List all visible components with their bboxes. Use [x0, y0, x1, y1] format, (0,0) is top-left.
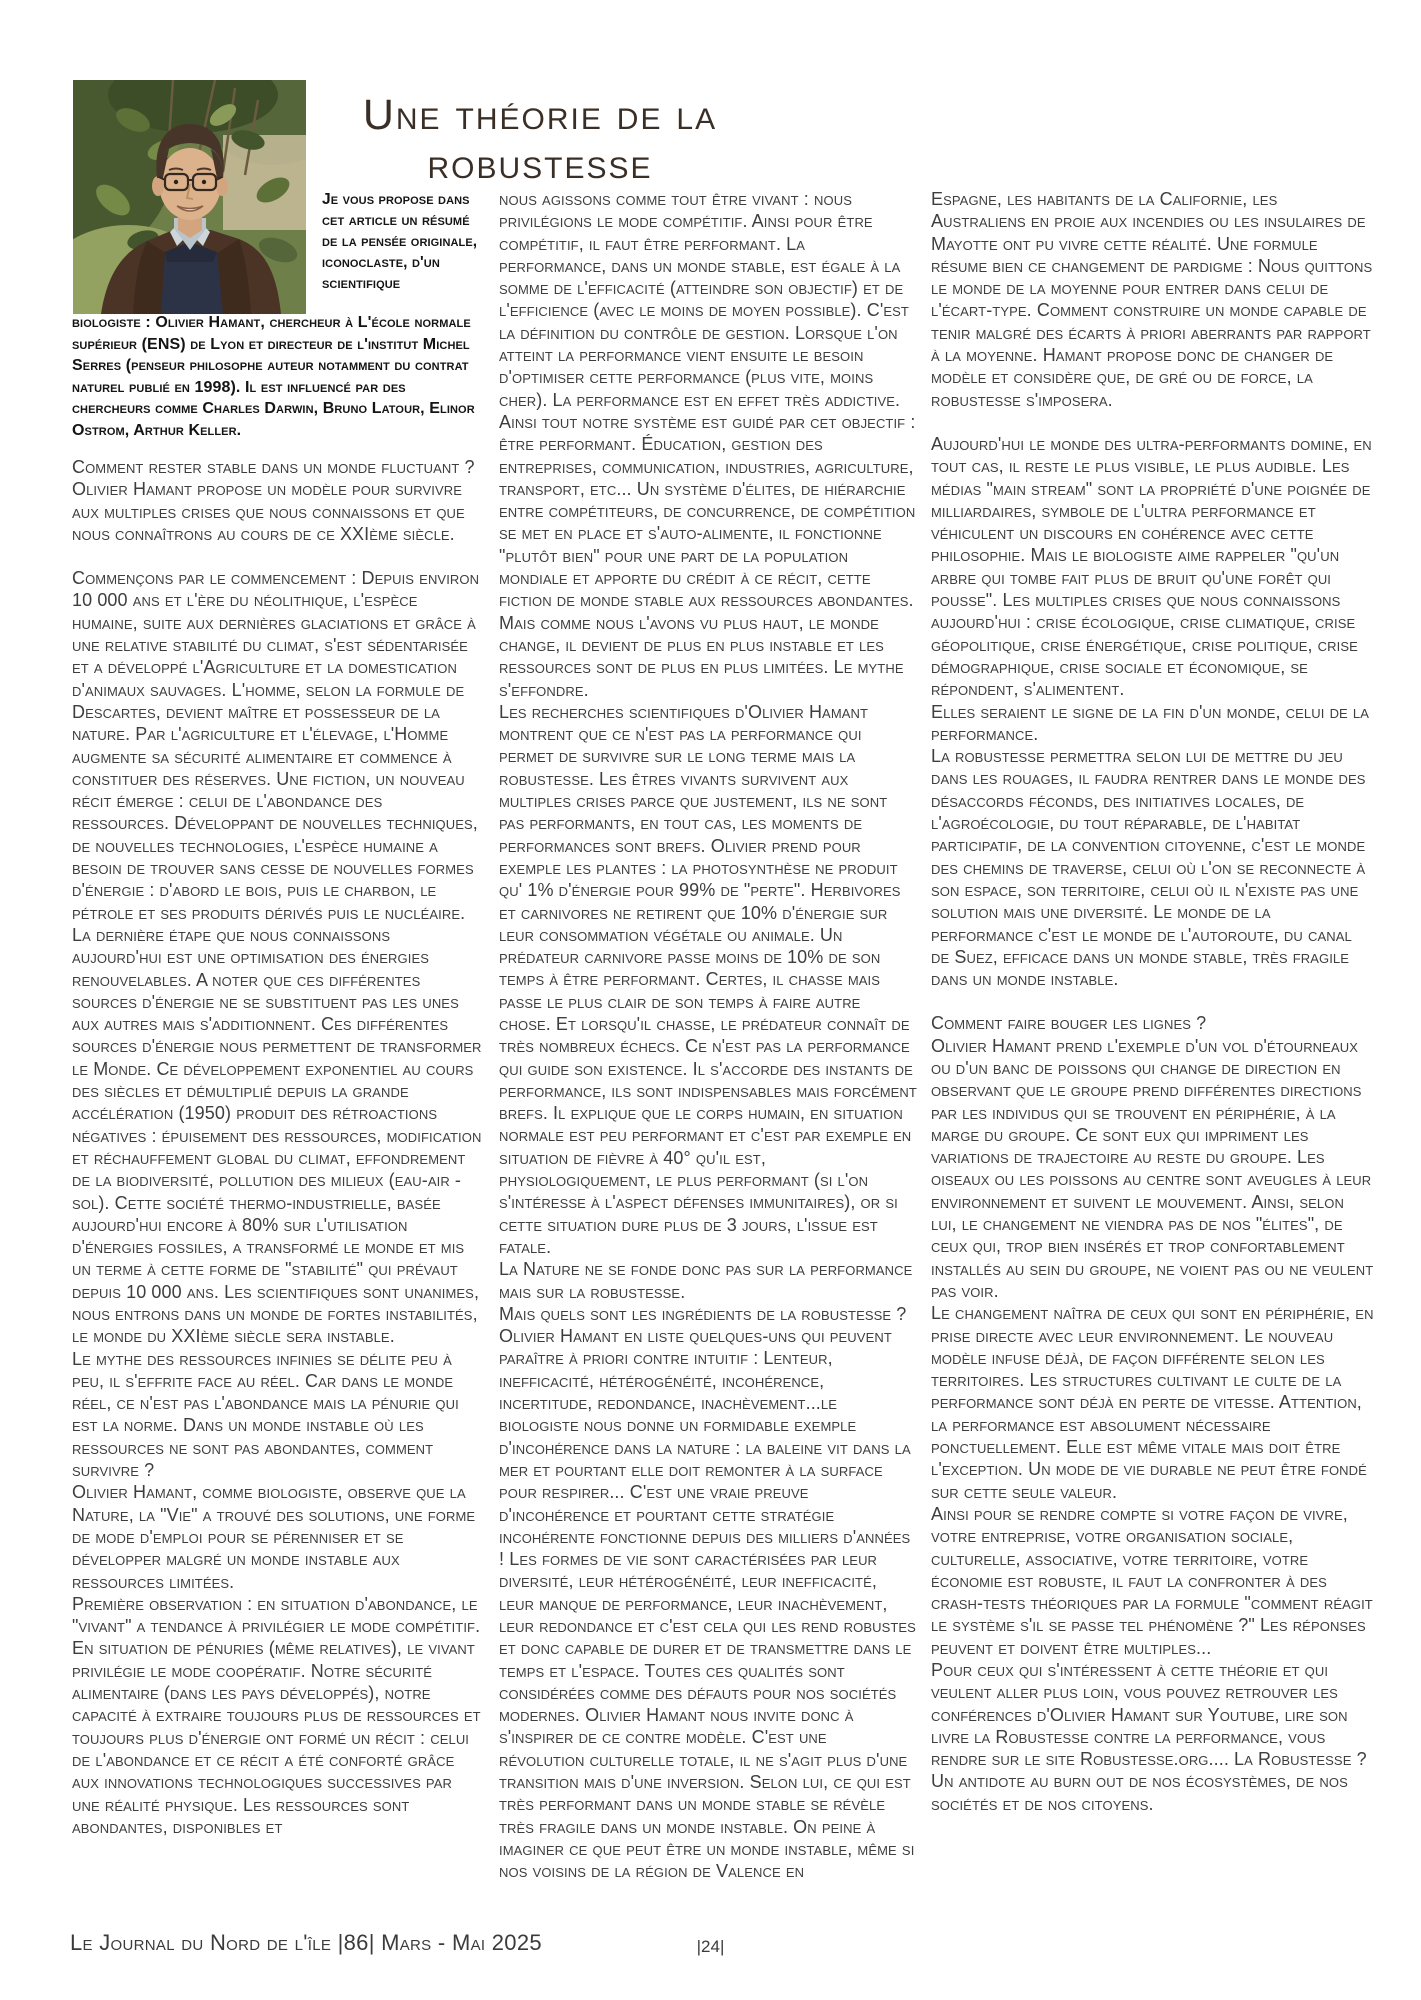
- lead-in-text: Je vous propose dans cet article un résumé de la pensée originale, iconoclaste, d'un scientifique: [322, 191, 478, 292]
- paragraph: La robustesse permettra selon lui de mettre du jeu dans les rouages, il faudra rentrer dans le monde des désaccords féconds, des initiatives locales, de l'agroécologie, du tout réparable, de l'habitat participatif, de la convention citoyenne, c'est le monde des chemins de traverse, celui où l'on se reconnecte à son espace, son territoire, celui où il n'existe pas une solution mais une diversité. Le monde de la performance c'est le monde de l'autoroute, du canal de Suez, efficace dans un monde stable, très fragile dans un monde instable.: [931, 746, 1366, 990]
- paragraph: Le mythe des ressources infinies se délite peu à peu, il s'effrite face au réel. Car dans le monde réel, ce n'est pas l'abondance mais la pénurie qui est la norme. Dans un monde instable où les ressources ne sont pas abondantes, comment survivre ?: [72, 1348, 459, 1481]
- paragraph: Ainsi pour se rendre compte si votre façon de vivre, votre entreprise, votre organisation sociale, culturelle, associative, votre territoire, votre économie est robuste, il faut la confronter à des crash-tests théoriques par la formule "comment réagit le système s'il se passe tel phénomène ?" Les réponses peuvent et doivent être multiples...: [931, 1503, 1373, 1658]
- paragraph: Elles seraient le signe de la fin d'un monde, celui de la performance.: [931, 701, 1370, 744]
- paragraph: Commençons par le commencement : Depuis environ 10 000 ans et l'ère du néolithique, l'espèce humaine, suite aux dernières glaciations et grâce à une relative stabilité du climat, s'est sédentarisée et a développé l'Agriculture et la domestication d'animaux sauvages. L'homme, selon la formule de Descartes, devient maître et possesseur de la nature. Par l'agriculture et l'élevage, l'Homme augmente sa sécurité alimentaire et commence à constituer des réserves. Une fiction, un nouveau récit émerge : celui de l'abondance des ressources. Développant de nouvelles techniques, de nouvelles technologies, l'espèce humaine a besoin de trouver sans cesse de nouvelles formes d'énergie : d'abord le bois, puis le charbon, le pétrole et ses produits dérivés puis le nucléaire. La dernière étape que nous connaissons aujourd'hui est une optimisation des énergies renouvelables. A noter que ces différentes sources d'énergie ne se substituent pas les unes aux autres mais s'additionnent. Ces différentes sources d'énergie nous permettent de transformer le Monde. Ce développement exponentiel au cours des siècles et démultiplié depuis la grande accélération (1950) produit des rétroactions négatives : épuisement des ressources, modification et réchauffement global du climat, effondrement de la biodiversité, pollution des milieux (eau-air - sol). Cette société thermo-industrielle, basée aujourd'hui encore à 80% sur l'utilisation d'énergies fossiles, a transformé le monde et mis un terme à cette forme de "stabilité" qui prévaut depuis 10 000 ans. Les scientifiques sont unanimes, nous entrons dans un monde de fortes instabilités, le monde du XXIème siècle sera instable.: [72, 568, 482, 1347]
- article-title: Une théorie de la robustesse: [362, 90, 718, 188]
- paragraph: Olivier Hamant, comme biologiste, observe que la Nature, la "Vie" a trouvé des solutions, une forme de mode d'emploi pour se pérenniser et se développer malgré un monde instable aux ressources limitées.: [72, 1482, 476, 1592]
- paragraph: Aujourd'hui le monde des ultra-performants domine, en tout cas, il reste le plus visible, le plus audible. Les médias "main stream" sont la propriété d'une poignée de milliardaires, symbole de l'ultra performance et véhiculent un discours en cohérence avec cette philosophie. Mais le biologiste aime rappeler "qu'un arbre qui tombe fait plus de bruit qu'une forêt qui pousse". Les multiples crises que nous connaissons aujourd'hui : crise écologique, crise climatique, crise géopolitique, crise énergétique, crise politique, crise démographique, crise sociale et économique, se répondent, s'alimentent.: [931, 433, 1372, 700]
- paragraph: Première observation : en situation d'abondance, le "vivant" a tendance à privilégier le mode compétitif. En situation de pénuries (même relatives), le vivant privilégie le mode coopératif. Notre sécurité alimentaire (dans les pays développés), notre capacité à extraire toujours plus de ressources et toujours plus d'énergie ont formé un récit : celui de l'abondance et ce récit a été conforté grâce aux innovations technologiques successives par une réalité physique. Les ressources sont abondantes, disponibles et: [72, 1593, 481, 1837]
- paragraph: Les recherches scientifiques d'Olivier Hamant montrent que ce n'est pas la performance qui permet de survivre sur le long terme mais la robustesse. Les êtres vivants survivent aux multiples crises parce que justement, ils ne sont pas performants, en tout cas, les moments de performances sont brefs. Olivier prend pour exemple les plantes : la photosynthèse ne produit qu' 1% d'énergie pour 99% de "perte". Herbivores et carnivores ne retirent que 10% d'énergie sur leur consommation végétale ou animale. Un prédateur carnivore passe moins de 10% de son temps à être performant. Certes, il chasse mais passe le plus clair de son temps à faire autre chose. Et lorsqu'il chasse, le prédateur connaît de très nombreux échecs. Ce n'est pas la performance qui guide son existence. Il s'accorde des instants de performance, ils sont indispensables mais forcément brefs. Il explique que le corps humain, en situation normale est peu performant et c'est par exemple en situation de fièvre à 40° qu'il est, physiologiquement, le plus performant (si l'on s'intéresse à l'aspect défenses immunitaires), or si cette situation dure plus de 3 jours, l'issue est fatale.: [499, 701, 917, 1257]
- page-number: |24|: [696, 1937, 725, 1956]
- paragraph: Le changement naîtra de ceux qui sont en périphérie, en prise directe avec leur environnement. Le nouveau modèle infuse déjà, de façon différente selon les territoires. Les structures cultivant le culte de la performance sont déjà en perte de vitesse. Attention, la performance est absolument nécessaire ponctuellement. Elle est même vitale mais doit être l'exception. Un mode de vie durable ne peut être fondé sur cette seule valeur.: [931, 1303, 1374, 1502]
- paragraph: Comment faire bouger les lignes ?: [931, 1013, 1207, 1034]
- column-1: [72, 312, 484, 1838]
- journal-footer: Le Journal du Nord de l'île |86| Mars - Mai 2025: [70, 1930, 542, 1955]
- lead-in-continuation: biologiste : Olivier Hamant, chercheur à L'école normale supérieur (ENS) de Lyon et directeur de l'institut Michel Serres (penseur philosophe auteur notamment du contrat naturel publié en 1998). Il est influencé par des chercheurs comme Charles Darwin, Bruno Latour, Elinor Ostrom, Arthur Keller.: [72, 314, 475, 439]
- column-2: [499, 188, 917, 1883]
- paragraph: La Nature ne se fonde donc pas sur la performance mais sur la robustesse.: [499, 1259, 913, 1302]
- paragraph: nous agissons comme tout être vivant : nous privilégions le mode compétitif. Ainsi pour être compétitif, il faut être performant. La performance, dans un monde stable, est égale à la somme de l'efficacité (atteindre son objectif) et de l'efficience (avec le moins de moyen possible). C'est la définition du contrôle de gestion. Lorsque l'on atteint la performance vient ensuite le besoin d'optimiser cette performance (plus vite, moins cher). La performance est en effet très addictive. Ainsi tout notre système est guidé par cet objectif : être performant. Éducation, gestion des entreprises, communication, industries, agriculture, transport, etc... Un système d'élites, de hiérarchie entre compétiteurs, de concurrence, de compétition se met en place et s'auto-alimente, il fonctionne "plutôt bien" pour une part de la population mondiale et apporte du crédit à ce récit, cette fiction de monde stable aux ressources abondantes.: [499, 189, 916, 611]
- column-3: [931, 188, 1374, 1815]
- paragraph: Espagne, les habitants de la Californie, les Australiens en proie aux incendies ou les insulaires de Mayotte ont pu vivre cette réalité. Une formule résume bien ce changement de pardigme : Nous quittons le monde de la moyenne pour entrer dans celui de l'écart-type. Comment construire un monde capable de tenir malgré des écarts à priori aberrants par rapport à la moyenne. Hamant propose donc de changer de modèle et considère que, de gré ou de force, la robustesse s'imposera.: [931, 189, 1373, 410]
- column-1-paragraphs: [72, 456, 484, 1838]
- paragraph: Comment rester stable dans un monde fluctuant ? Olivier Hamant propose un modèle pour survivre aux multiples crises que nous connaissons et que nous connaîtrons au cours de ce XXIème siècle.: [72, 457, 475, 544]
- paragraph: Mais comme nous l'avons vu plus haut, le monde change, il devient de plus en plus instable et les ressources sont de plus en plus limitées. Le mythe s'effondre.: [499, 612, 904, 700]
- paragraph: Mais quels sont les ingrédients de la robustesse ? Olivier Hamant en liste quelques-uns qui peuvent paraître à priori contre intuitif : Lenteur, inefficacité, hétérogénéité, incohérence, incertitude, redondance, inachèvement...le biologiste nous donne un formidable exemple d'incohérence dans la nature : la baleine vit dans la mer et pourtant elle doit remonter à la surface pour respirer... C'est une vraie preuve d'incohérence et pourtant cette stratégie incohérente fonctionne depuis des milliers d'années ! Les formes de vie sont caractérisées par leur diversité, leur hétérogénéité, leur inefficacité, leur manque de performance, leur inachèvement, leur redondance et c'est cela qui les rend robustes et donc capable de durer et de transmettre dans le temps et l'espace. Toutes ces qualités sont considérées comme des défauts pour nos sociétés modernes. Olivier Hamant nous invite donc à s'inspirer de ce contre modèle. C'est une révolution culturelle totale, il ne s'agit plus d'une transition mais d'une inversion. Selon lui, ce qui est très performant dans un monde stable se révèle très fragile dans un monde instable. On peine à imaginer ce que peut être un monde instable, même si nos voisins de la région de Valence en: [499, 1303, 916, 1882]
- paragraph: Olivier Hamant prend l'exemple d'un vol d'étourneaux ou d'un banc de poissons qui change de direction en observant que le groupe prend différentes directions par les individus qui se trouvent en périphérie, à la marge du groupe. Ce sont eux qui impriment les variations de trajectoire au reste du groupe. Les oiseaux ou les poissons au centre sont aveugles à leur environnement et suivent le mouvement. Ainsi, selon lui, le changement ne viendra pas de nos "élites", de ceux qui, trop bien insérés et trop confortablement installés au sein du groupe, ne voient pas ou ne veulent pas voir.: [931, 1035, 1374, 1301]
- paragraph: Pour ceux qui s'intéressent à cette théorie et qui veulent aller plus loin, vous pouvez retrouver les conférences d'Olivier Hamant sur Youtube, lire son livre la Robustesse contre la performance, vous rendre sur le site Robustesse.org.... La Robustesse ? Un antidote au burn out de nos écosystèmes, de nos sociétés et de nos citoyens.: [931, 1660, 1367, 1814]
